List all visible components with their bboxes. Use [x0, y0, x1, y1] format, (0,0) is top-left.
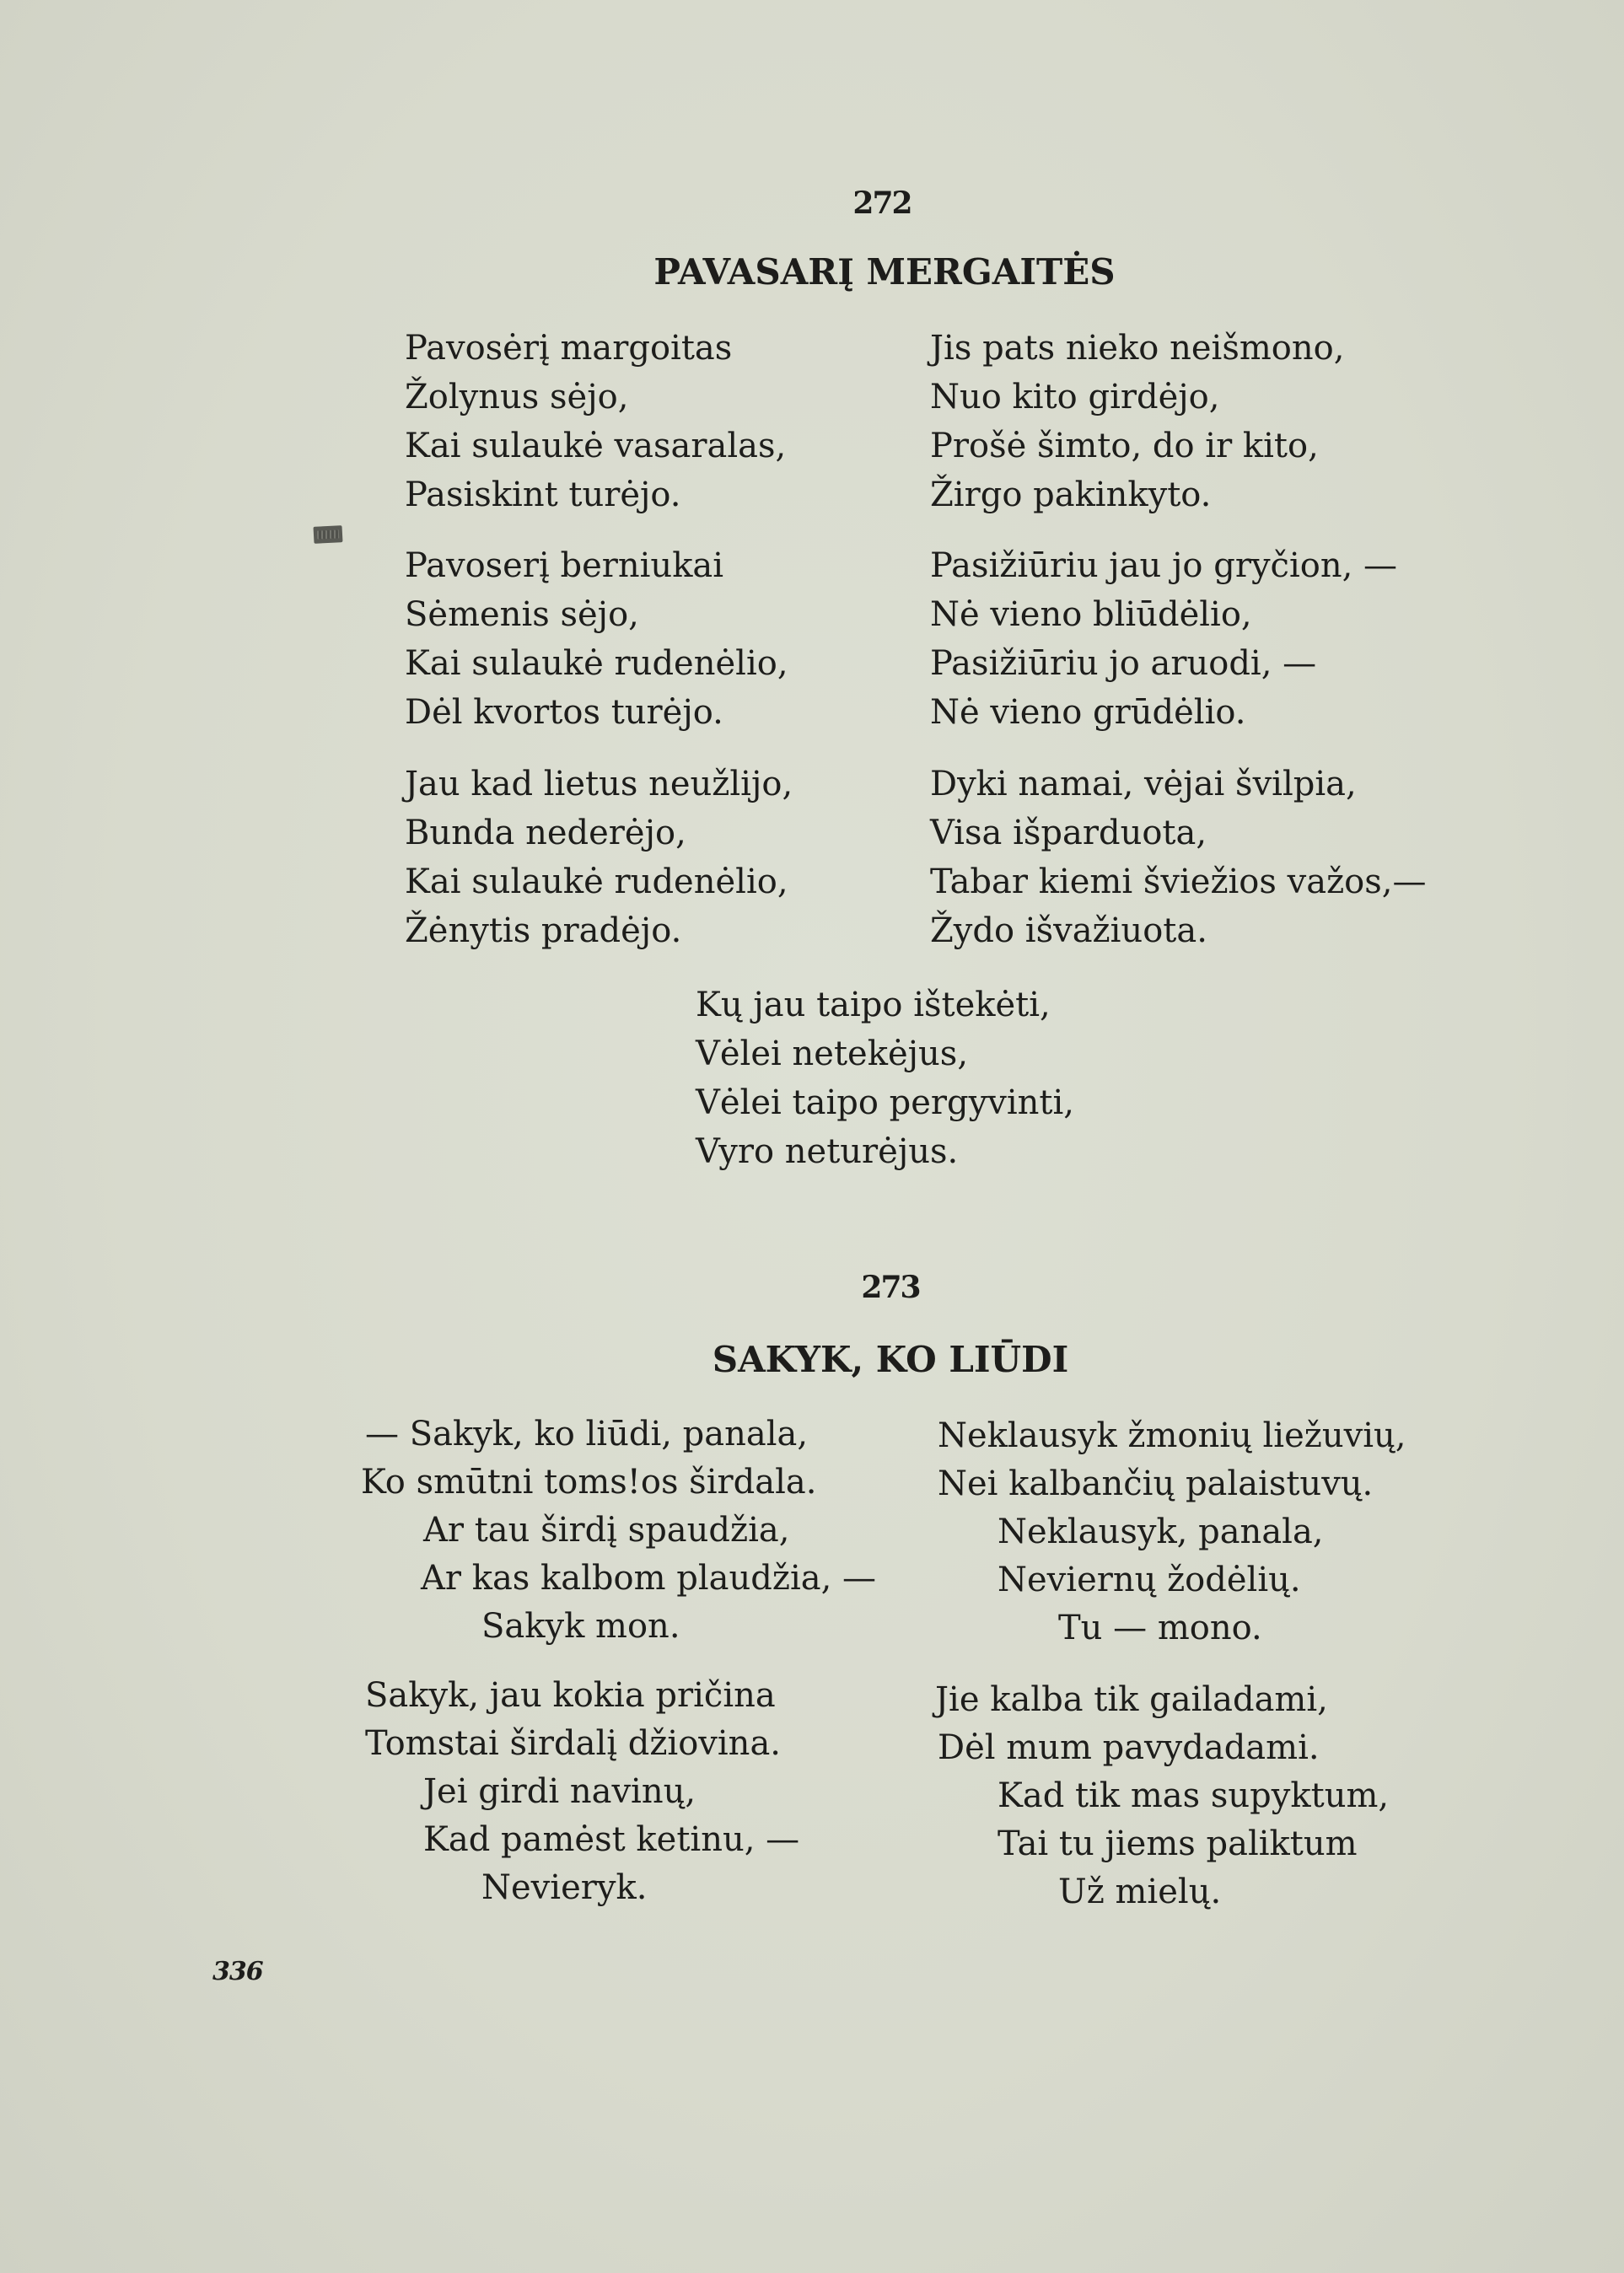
verse-line: Sėmenis sėjo,: [405, 595, 639, 634]
verse-line: Kai sulaukė vasaralas,: [405, 427, 787, 465]
verse-line: Pasiskint turėjo.: [405, 476, 681, 514]
verse-line: Nevieryk.: [481, 1868, 648, 1907]
stanza-right-2: [935, 1676, 1389, 1916]
verse-line: Žolynus sėjo,: [405, 378, 629, 416]
verse-line: Pasižiūriu jo aruodi, —: [930, 644, 1317, 683]
verse-line: Žydo išvažiuota.: [930, 911, 1207, 950]
verse-line: Pavoserį berniukai: [405, 546, 724, 585]
ink-stamp-mark: [313, 525, 342, 544]
verse-line: Ar kas kalbom plaudžia, —: [421, 1559, 877, 1598]
verse-line: Vėlei netekėjus,: [696, 1034, 969, 1073]
verse-line: Dyki namai, vėjai švilpia,: [930, 765, 1357, 803]
verse-line: Žirgo pakinkyto.: [930, 476, 1212, 514]
verse-line: Neklausyk žmonių liežuvių,: [938, 1416, 1406, 1455]
verse-line: Kad tik mas supyktum,: [998, 1776, 1390, 1815]
stanza-left-1: [405, 324, 786, 519]
verse-line: Nuo kito girdėjo,: [930, 378, 1220, 416]
verse-line: Neviernų žodėlių.: [998, 1561, 1301, 1599]
verse-line: Tu — mono.: [1058, 1609, 1262, 1647]
verse-line: Nei kalbančių palaistuvų.: [938, 1464, 1374, 1503]
verse-line: Už mielų.: [1058, 1873, 1222, 1911]
verse-line: Jei girdi navinų,: [423, 1772, 696, 1811]
verse-line: Dėl mum pavydadami.: [938, 1728, 1320, 1767]
verse-line: — Sakyk, ko liūdi, panala,: [365, 1415, 809, 1454]
verse-line: Žėnytis pradėjo.: [405, 911, 682, 950]
stanza-left-1: [361, 1411, 876, 1651]
verse-line: Ko smūtni toms!os širdala.: [361, 1463, 817, 1502]
stanza-right-1: [930, 324, 1344, 519]
stanza-left-2: [405, 541, 788, 737]
verse-line: Vyro neturėjus.: [696, 1132, 959, 1171]
verse-line: Pavosėrį margoitas: [405, 329, 733, 368]
verse-line: Sakyk mon.: [481, 1607, 680, 1646]
stanza-right-3: [930, 760, 1426, 955]
verse-line: Tai tu jiems paliktum: [998, 1824, 1358, 1863]
stanza-closing: [696, 981, 1074, 1176]
song-title: PAVASARĮ MERGAITĖS: [653, 251, 1116, 293]
song-number: 272: [852, 185, 911, 221]
verse-line: Dėl kvortos turėjo.: [405, 693, 723, 732]
verse-line: Jie kalba tik gailadami,: [935, 1680, 1328, 1719]
verse-line: Prošė šimto, do ir kito,: [930, 427, 1319, 465]
verse-line: Kai sulaukė rudenėlio,: [405, 862, 788, 901]
verse-line: Sakyk, jau kokia pričina: [365, 1676, 776, 1715]
verse-line: Kų jau taipo ištekėti,: [696, 986, 1051, 1024]
verse-line: Visa išparduota,: [930, 814, 1207, 852]
verse-line: Jau kad lietus neužlijo,: [405, 765, 793, 803]
verse-line: Vėlei taipo pergyvinti,: [696, 1083, 1074, 1122]
verse-line: Nė vieno bliūdėlio,: [930, 595, 1252, 634]
song-number: 273: [861, 1270, 920, 1305]
song-title: SAKYK, KO LIŪDI: [712, 1339, 1069, 1380]
verse-line: Kai sulaukė rudenėlio,: [405, 644, 788, 683]
verse-line: Nė vieno grūdėlio.: [930, 693, 1246, 732]
verse-line: Kad pamėst ketinu, —: [423, 1820, 800, 1859]
stanza-left-3: [405, 760, 793, 955]
verse-line: Pasižiūriu jau jo gryčion, —: [930, 546, 1398, 585]
verse-line: Neklausyk, panala,: [998, 1513, 1324, 1551]
stanza-left-2: [365, 1672, 799, 1912]
stanza-right-1: [938, 1412, 1406, 1652]
verse-line: Bunda nederėjo,: [405, 814, 686, 852]
stanza-right-2: [930, 541, 1397, 737]
page-number: 336: [212, 1957, 263, 1986]
verse-line: Tomstai širdalį džiovina.: [365, 1724, 782, 1763]
verse-line: Tabar kiemi šviežios važos,—: [930, 862, 1427, 901]
verse-line: Ar tau širdį spaudžia,: [423, 1511, 790, 1550]
verse-line: Jis pats nieko neišmono,: [930, 329, 1345, 368]
